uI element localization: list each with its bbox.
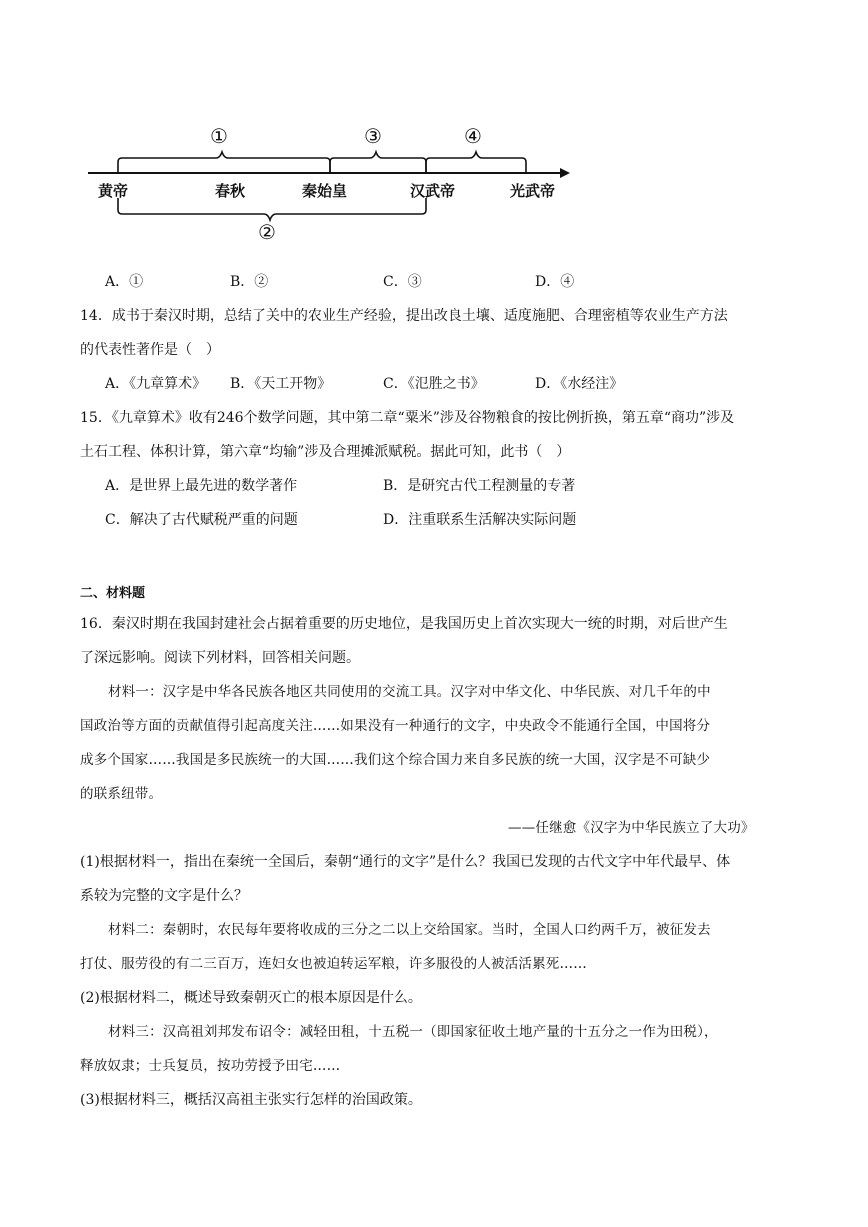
node-huangdi: 黄帝 bbox=[98, 182, 129, 200]
q13-option-c[interactable]: C．③ bbox=[383, 274, 422, 290]
material1-line3: 成多个国家……我国是多民族统一的大国……我们这个综合国力来自多民族的统一大国，汉字是不可缺少 bbox=[80, 752, 711, 768]
q13-option-a[interactable]: A．① bbox=[105, 274, 144, 290]
q16-stem-line1: 16．秦汉时期在我国封建社会占据着重要的历史地位，是我国历史上首次实现大一统的时期，对后世产生 bbox=[80, 616, 728, 632]
q15-option-b[interactable]: B．是研究古代工程测量的专著 bbox=[383, 478, 576, 494]
material2-line1: 材料二：秦朝时，农民每年要将收成的三分之二以上交给国家。当时，全国人口约两千万，被征发去 bbox=[108, 922, 711, 938]
q14-option-a[interactable]: A．《九章算术》 bbox=[105, 376, 207, 392]
q14-option-b[interactable]: B．《天工开物》 bbox=[230, 376, 332, 392]
subq1-line1: (1)根据材料一，指出在秦统一全国后，秦朝“通行的文字”是什么？我国已发现的古代文字中年代最早、体 bbox=[80, 854, 731, 870]
q15-option-c[interactable]: C．解决了古代赋税严重的问题 bbox=[105, 512, 298, 528]
subq3: (3)根据材料三，概括汉高祖主张实行怎样的治国政策。 bbox=[80, 1092, 422, 1108]
material1-source: ——任继愈《汉字为中华民族立了大功》 bbox=[508, 820, 755, 836]
material1-line2: 国政治等方面的贡献值得引起高度关注……如果没有一种通行的文字，中央政令不能通行全国，中国将分 bbox=[80, 718, 711, 734]
q15-option-d[interactable]: D．注重联系生活解决实际问题 bbox=[383, 512, 577, 528]
subq2: (2)根据材料二，概述导致秦朝灭亡的根本原因是什么。 bbox=[80, 990, 422, 1006]
material2-line2: 打仗、服劳役的有二三百万，连妇女也被迫转运军粮，许多服役的人被活活累死…… bbox=[80, 956, 587, 972]
q14-stem-line1: 14．成书于秦汉时期，总结了关中的农业生产经验，提出改良土壤、适度施肥、合理密植等农业生产方法 bbox=[80, 308, 728, 324]
q15-stem-line2: 土石工程、体积计算，第六章“均输”涉及合理摊派赋税。据此可知，此书（ ） bbox=[80, 444, 571, 460]
q13-option-b[interactable]: B．② bbox=[230, 274, 269, 290]
material1-line4: 的联系纽带。 bbox=[80, 786, 163, 802]
q15-option-a[interactable]: A．是世界上最先进的数学著作 bbox=[105, 478, 298, 494]
q13-option-d[interactable]: D．④ bbox=[535, 274, 575, 290]
q14-option-c[interactable]: C．《氾胜之书》 bbox=[383, 376, 485, 392]
node-qinshihuang: 秦始皇 bbox=[302, 182, 348, 200]
material3-line2: 释放奴隶；士兵复员，按功劳授予田宅…… bbox=[80, 1058, 341, 1074]
subq1-line2: 系较为完整的文字是什么？ bbox=[80, 888, 248, 904]
section-title: 二、材料题 bbox=[80, 586, 146, 601]
material3-line1: 材料三：汉高祖刘邦发布诏令：减轻田租，十五税一（即国家征收土地产量的十五分之一作为田税）， bbox=[108, 1024, 718, 1040]
node-chunqiu: 春秋 bbox=[215, 182, 246, 200]
q15-stem-line1: 15．《九章算术》收有246个数学问题，其中第二章“粟米”涉及谷物粮食的按比例折换，第五章“商功”涉及 bbox=[80, 410, 735, 426]
bracket-label-3: ③ bbox=[364, 124, 382, 148]
bracket-label-2: ② bbox=[258, 220, 276, 244]
material1-line1: 材料一：汉字是中华各民族各地区共同使用的交流工具。汉字对中华文化、中华民族、对几千年的中 bbox=[108, 684, 711, 700]
q16-stem-line2: 了深远影响。阅读下列材料，回答相关问题。 bbox=[80, 650, 360, 666]
node-hanwudi: 汉武帝 bbox=[410, 182, 456, 200]
timeline-diagram bbox=[80, 118, 580, 258]
node-guangwudi: 光武帝 bbox=[510, 182, 556, 200]
q14-stem-line2: 的代表性著作是（ ） bbox=[80, 342, 220, 358]
bracket-label-1: ① bbox=[210, 124, 228, 148]
bracket-label-4: ④ bbox=[464, 124, 482, 148]
q14-option-d[interactable]: D．《水经注》 bbox=[535, 376, 624, 392]
